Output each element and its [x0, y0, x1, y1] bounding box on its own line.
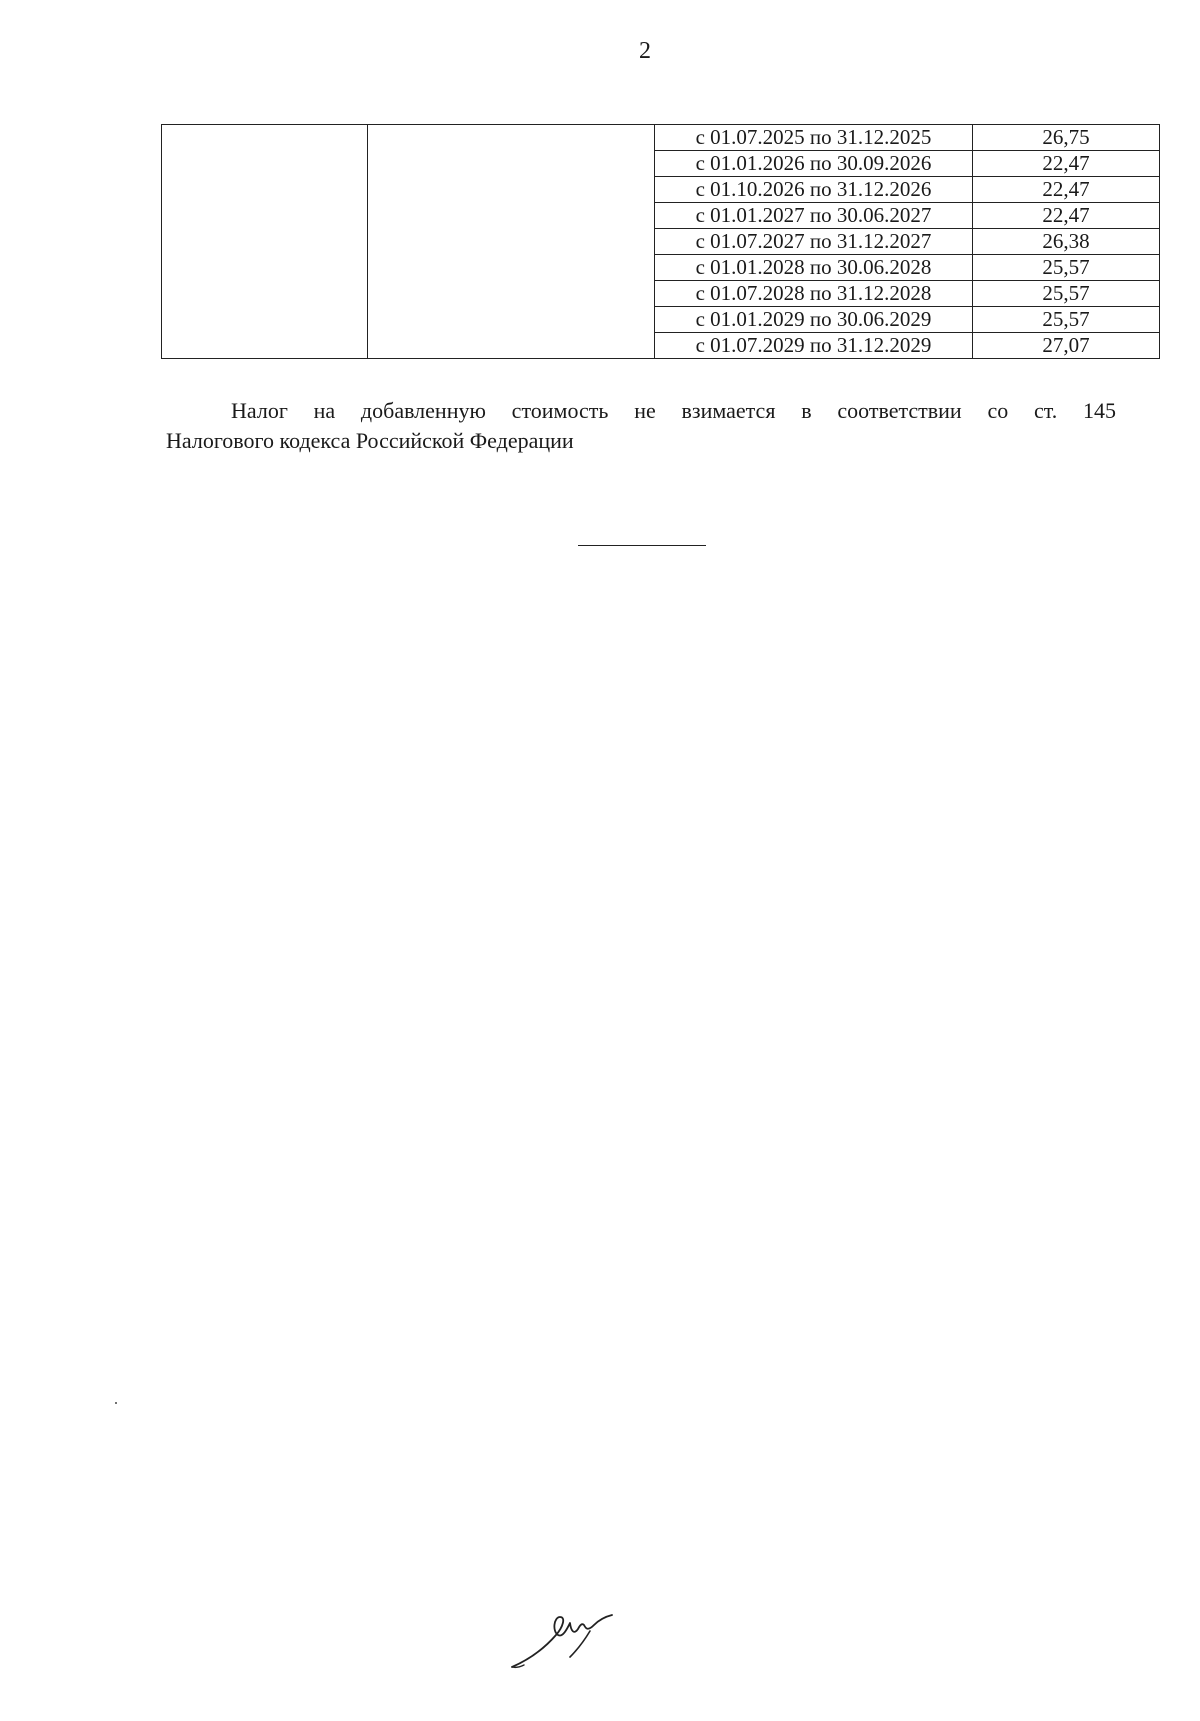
value-cell: 22,47 — [973, 177, 1160, 203]
table-row — [162, 125, 1160, 151]
value-cell: 26,38 — [973, 229, 1160, 255]
blank-merged-cell-2 — [368, 125, 655, 359]
handwritten-signature-icon — [508, 1605, 618, 1675]
period-cell: с 01.07.2025 по 31.12.2025 — [655, 125, 973, 151]
vat-note — [166, 396, 1116, 456]
period-cell: с 01.10.2026 по 31.12.2026 — [655, 177, 973, 203]
period-cell: с 01.07.2027 по 31.12.2027 — [655, 229, 973, 255]
tariff-table — [161, 124, 1160, 359]
period-cell: с 01.01.2029 по 30.06.2029 — [655, 307, 973, 333]
vat-note-line-2: Налогового кодекса Российской Федерации — [166, 428, 574, 453]
value-cell: 25,57 — [973, 281, 1160, 307]
period-cell: с 01.01.2028 по 30.06.2028 — [655, 255, 973, 281]
value-cell: 27,07 — [973, 333, 1160, 359]
value-cell: 26,75 — [973, 125, 1160, 151]
period-cell: с 01.07.2029 по 31.12.2029 — [655, 333, 973, 359]
tariff-table-body — [162, 125, 1160, 359]
value-cell: 25,57 — [973, 307, 1160, 333]
value-cell: 22,47 — [973, 203, 1160, 229]
scan-speck — [115, 1402, 117, 1404]
page-number: 2 — [639, 38, 651, 64]
period-cell: с 01.01.2027 по 30.06.2027 — [655, 203, 973, 229]
period-cell: с 01.01.2026 по 30.09.2026 — [655, 151, 973, 177]
end-of-document-rule — [578, 545, 706, 546]
vat-note-line-1: Налог на добавленную стоимость не взимается в соответствии со ст. 145 — [231, 398, 1116, 423]
value-cell: 22,47 — [973, 151, 1160, 177]
blank-merged-cell-1 — [162, 125, 368, 359]
value-cell: 25,57 — [973, 255, 1160, 281]
period-cell: с 01.07.2028 по 31.12.2028 — [655, 281, 973, 307]
